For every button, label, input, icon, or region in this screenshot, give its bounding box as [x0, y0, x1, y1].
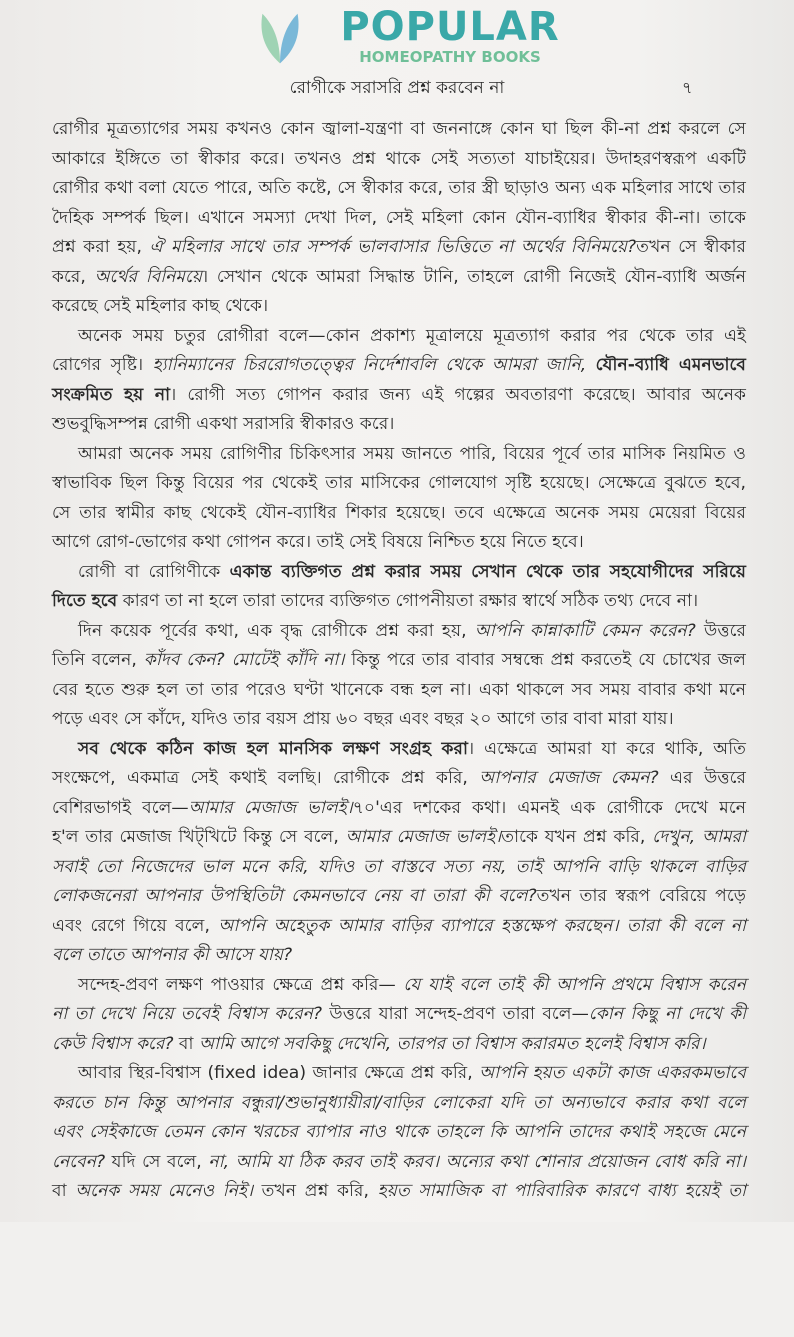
italic-text: কেউ বিশ্বাস করে?	[52, 1033, 179, 1054]
italic-text: নেবেন?	[52, 1151, 106, 1172]
bold-text: যৌন-ব্যাধি এমনভাবে	[595, 355, 747, 375]
text-segment: আকারে ইঙ্গিতে তা স্বীকার করে। তখনও প্রশ্ন থাকে সেই সত্যতা যাচাইয়ের। উদাহরণস্বরূপ একটি	[52, 148, 746, 169]
text-segment: সংক্ষেপে, একমাত্র সেই কথাই বলছি। রোগীকে প্রশ্ন করি,	[52, 768, 480, 788]
italic-text: ঐ মহিলার সাথে তার সম্পর্ক ভালবাসার ভিত্তিতে না অর্থের বিনিময়ে?	[149, 237, 637, 257]
italic-text: না তা দেখে নিয়ে তবেই বিশ্বাস করেন?	[52, 1004, 323, 1024]
text-line	[52, 263, 746, 293]
text-line	[52, 351, 746, 381]
text-segment: তখন প্রশ্ন করি,	[252, 1181, 378, 1201]
text-segment: হ'ল তার মেজাজ খিট্‌খিটে কিন্তু সে বলে,	[52, 827, 346, 847]
italic-text: আমার মেজাজ ভালই।	[345, 827, 502, 847]
italic-text: এবং সেইকাজে তেমন কোন খরচের ব্যাপার নাও থাকে তাহলে কি আপনি তাদের কথাই সহজে মেনে	[52, 1122, 746, 1142]
text-line	[52, 440, 746, 470]
text-segment: ৭০'এর দশকের কথা। এমনই এক রোগীকে দেখে মনে	[352, 797, 746, 818]
text-segment: । সেখান থেকে আমরা সিদ্ধান্ত টানি, তাহলে রোগী নিজেই যৌন-ব্যাধি অর্জন	[202, 266, 747, 287]
italic-text: যে যাই বলে তাই কী আপনি প্রথমে বিশ্বাস করেন	[403, 974, 746, 995]
text-segment: উত্তরে	[695, 620, 747, 641]
bold-text: সব থেকে কঠিন কাজ হল মানসিক লক্ষণ সংগ্রহ করা	[78, 738, 468, 759]
italic-text: করতে চান কিন্তু আপনার বন্ধুরা/শুভানুধ্যায়ীরা/বাড়ির লোকেরা যদি তা অন্যভাবে করার কথা বলে	[52, 1092, 746, 1113]
text-line	[52, 735, 746, 765]
page-body-text	[52, 115, 746, 1337]
italic-text: অর্থের বিনিময়ে	[94, 266, 203, 287]
text-line	[52, 145, 746, 175]
text-segment: যদি সে বলে,	[105, 1151, 209, 1172]
text-segment: কিন্তু পরে তার বাবার সম্বন্ধে প্রশ্ন করতেই যে চোখের জল	[344, 650, 746, 670]
text-line	[52, 912, 746, 942]
text-line	[52, 676, 746, 706]
italic-text: হয়ত সামাজিক বা পারিবারিক কারণে বাধ্য হয়েই তা	[377, 1181, 747, 1201]
text-line	[52, 1118, 746, 1148]
publisher-watermark-logo	[300, 6, 600, 68]
italic-text: বলে তাতে আপনার কী আসে যায়?	[52, 945, 293, 965]
text-segment: পড়ে এবং সে কাঁদে, যদিও তার বয়স প্রায় ৬০ বছর এবং বছর ২০ আগে তার বাবা মারা যায়।	[52, 709, 674, 729]
text-line	[52, 115, 746, 145]
italic-text: সবাই তো নিজেদের ভাল মনে করি, যদিও তা বাস্তবে সত্য নয়, তাই আপনি বাড়ি থাকলে বাড়ির	[52, 856, 746, 877]
text-line	[52, 1030, 746, 1060]
italic-text: দেখুন, আমরা	[652, 827, 746, 847]
text-segment: রোগীর মূত্রত্যাগের সময় কখনও কোন জ্বালা-যন্ত্রণা বা জননাঙ্গে কোন ঘা ছিল কী-না প্রশ্ন করলে সে	[52, 119, 746, 139]
text-line	[52, 617, 746, 647]
text-segment: সন্দেহ-প্রবণ লক্ষণ পাওয়ার ক্ষেত্রে প্রশ্ন করি—	[78, 974, 404, 995]
italic-text: লোকজনেরা আপনার উপস্থিতিটা কেমনভাবে নেয় বা তারা কী বলে?	[52, 886, 537, 906]
text-segment: তাকে যখন প্রশ্ন করি,	[501, 827, 653, 847]
text-line	[52, 1177, 746, 1207]
text-line	[52, 646, 746, 676]
text-line	[52, 764, 746, 794]
text-segment: । রোগী সত্য গোপন করার জন্য এই গল্পের অবতারণা করেছে। আবার অনেক	[170, 384, 746, 405]
text-line	[52, 381, 746, 411]
italic-text: অনেক সময় মেনেও নিই।	[75, 1181, 253, 1201]
text-segment: আগে রোগ-ভোগের কথা গোপন করে। তাই সেই বিষয়ে নিশ্চিত হয়ে নিতে হবে।	[52, 532, 584, 552]
text-line	[52, 971, 746, 1001]
text-segment: বেশিরভাগই বলে—	[52, 797, 189, 818]
text-segment: করে,	[52, 266, 95, 287]
italic-text: হ্যানিম্যানের চিররোগতত্ত্বের নির্দেশাবলি থেকে আমরা জানি,	[152, 355, 596, 375]
text-line	[52, 174, 746, 204]
italic-text: কোন কিছু না দেখে কী	[588, 1004, 746, 1024]
text-segment: রোগী বা রোগিণীকে	[78, 561, 230, 582]
text-segment: তখন সে স্বীকার	[636, 237, 746, 257]
page-number: ৭	[682, 78, 693, 97]
watermark-title: POPULAR	[340, 4, 560, 50]
text-line	[52, 853, 746, 883]
italic-text: আমি আগে সবকিছু দেখেনি, তারপর তা বিশ্বাস করারমত হলেই বিশ্বাস করি।	[198, 1033, 706, 1054]
text-segment: স্বাভাবিক ছিল কিন্তু বিয়ের পর থেকেই তার মাসিকের গোলযোগ সৃষ্টি হয়েছে। সেক্ষেত্রে বুঝতে হবে,	[52, 473, 746, 493]
text-line	[52, 1000, 746, 1030]
text-line	[52, 528, 746, 558]
italic-text: আপনি অহেতুক আমার বাড়ির ব্যাপারে হস্তক্ষেপ করছেন। তারা কী বলে না	[218, 915, 746, 936]
text-segment: এবং রেগে গিয়ে বলে,	[52, 915, 219, 936]
italic-text: আমার মেজাজ ভালই।	[188, 797, 353, 818]
text-segment: রোগীর কথা বলা যেতে পারে, অতি কষ্টে, সে স্বীকার করে, তার স্ত্রী ছাড়াও অন্য এক মহিলার সাথে তার	[52, 178, 746, 198]
watermark-subtitle: HOMEOPATHY BOOKS	[359, 48, 541, 66]
text-segment: আবার স্থির-বিশ্বাস (fixed idea) জানার ক্ষেত্রে প্রশ্ন করি,	[78, 1063, 480, 1083]
text-line	[52, 1059, 746, 1089]
italic-text: আপনার মেজাজ কেমন?	[479, 768, 659, 788]
text-line	[52, 794, 746, 824]
text-segment: কারণ তা না হলে তারা তাদের ব্যক্তিগত গোপনীয়তা রক্ষার স্বার্থে সঠিক তথ্য দেবে না।	[117, 591, 699, 611]
text-segment: করেছে সেই মহিলার কাছ থেকে।	[52, 296, 269, 316]
text-segment: আমরা অনেক সময় রোগিণীর চিকিৎসার সময় জানতে পারি, বিয়ের পূর্বে তার মাসিক নিয়মিত ও	[78, 443, 746, 464]
text-segment: সে তার স্বামীর কাছ থেকেই যৌন-ব্যাধির শিকার হয়েছে। তবে এক্ষেত্রে অনেক সময় মেয়েরা বিয়ের	[52, 502, 746, 523]
text-line	[52, 1148, 746, 1178]
text-segment: প্রশ্ন করা হয়,	[52, 237, 150, 257]
text-segment: তিনি বলেন,	[52, 650, 144, 670]
text-line	[52, 882, 746, 912]
bold-text: দিতে হবে	[52, 591, 118, 611]
bold-text: সংক্রমিত হয় না	[52, 384, 171, 405]
text-segment: শুভবুদ্ধিসম্পন্ন রোগী একথা সরাসরি স্বীকারও করে।	[52, 414, 395, 434]
text-line	[52, 1089, 746, 1119]
bold-text: একান্ত ব্যক্তিগত প্রশ্ন করার সময় সেখান থেকে তার সহযোগীদের সরিয়ে	[229, 561, 746, 582]
text-segment: বা	[178, 1033, 199, 1054]
text-line	[52, 941, 746, 971]
text-segment: তখন তার স্বরূপ বেরিয়ে পড়ে	[536, 886, 746, 906]
text-line	[52, 823, 746, 853]
text-line	[52, 204, 746, 234]
text-segment: । এক্ষেত্রে আমরা যা করে থাকি, অতি	[467, 738, 747, 759]
text-segment: দিন কয়েক পূর্বের কথা, এক বৃদ্ধ রোগীকে প্রশ্ন করা হয়,	[78, 620, 475, 641]
italic-text: আপনি কান্নাকাটি কেমন করেন?	[474, 620, 696, 641]
text-segment: এর উত্তরে	[658, 768, 746, 788]
text-segment: রোগের সৃষ্টি।	[52, 355, 153, 375]
text-line	[52, 705, 746, 735]
italic-text: আপনি হয়ত একটা কাজ একরকমভাবে	[479, 1063, 746, 1083]
text-segment: অনেক সময় চতুর রোগীরা বলে—কোন প্রকাশ্য মূত্রালয়ে মূত্রত্যাগ করার পর থেকে তার এই	[78, 325, 746, 346]
text-segment: বা	[52, 1181, 76, 1201]
running-header	[0, 74, 794, 102]
text-line	[52, 469, 746, 499]
chapter-title: রোগীকে সরাসরি প্রশ্ন করবেন না	[289, 78, 505, 98]
italic-text: কাঁদব কেন? মোটেই কাঁদি না।	[143, 650, 345, 670]
text-line	[52, 558, 746, 588]
text-line	[52, 410, 746, 440]
text-line	[52, 233, 746, 263]
text-segment: উত্তরে যারা সন্দেহ-প্রবণ তারা বলে—	[322, 1004, 589, 1024]
leaf-logo-icon	[256, 8, 304, 66]
text-segment: বের হতে শুরু হল তা তার পরেও ঘণ্টা খানেকে বন্ধ হল না। একা থাকলে সব সময় বাবার কথা মনে	[52, 679, 746, 700]
text-line	[52, 499, 746, 529]
text-line	[52, 587, 746, 617]
italic-text: না, আমি যা ঠিক করব তাই করব। অন্যের কথা শোনার প্রয়োজন বোধ করি না।	[208, 1151, 746, 1172]
text-line	[52, 292, 746, 322]
text-line	[52, 322, 746, 352]
text-segment: দৈহিক সম্পর্ক ছিল। এখানে সমস্যা দেখা দিল, সেই মহিলা কোন যৌন-ব্যাধির স্বীকার কী-না। তাকে	[52, 207, 746, 228]
